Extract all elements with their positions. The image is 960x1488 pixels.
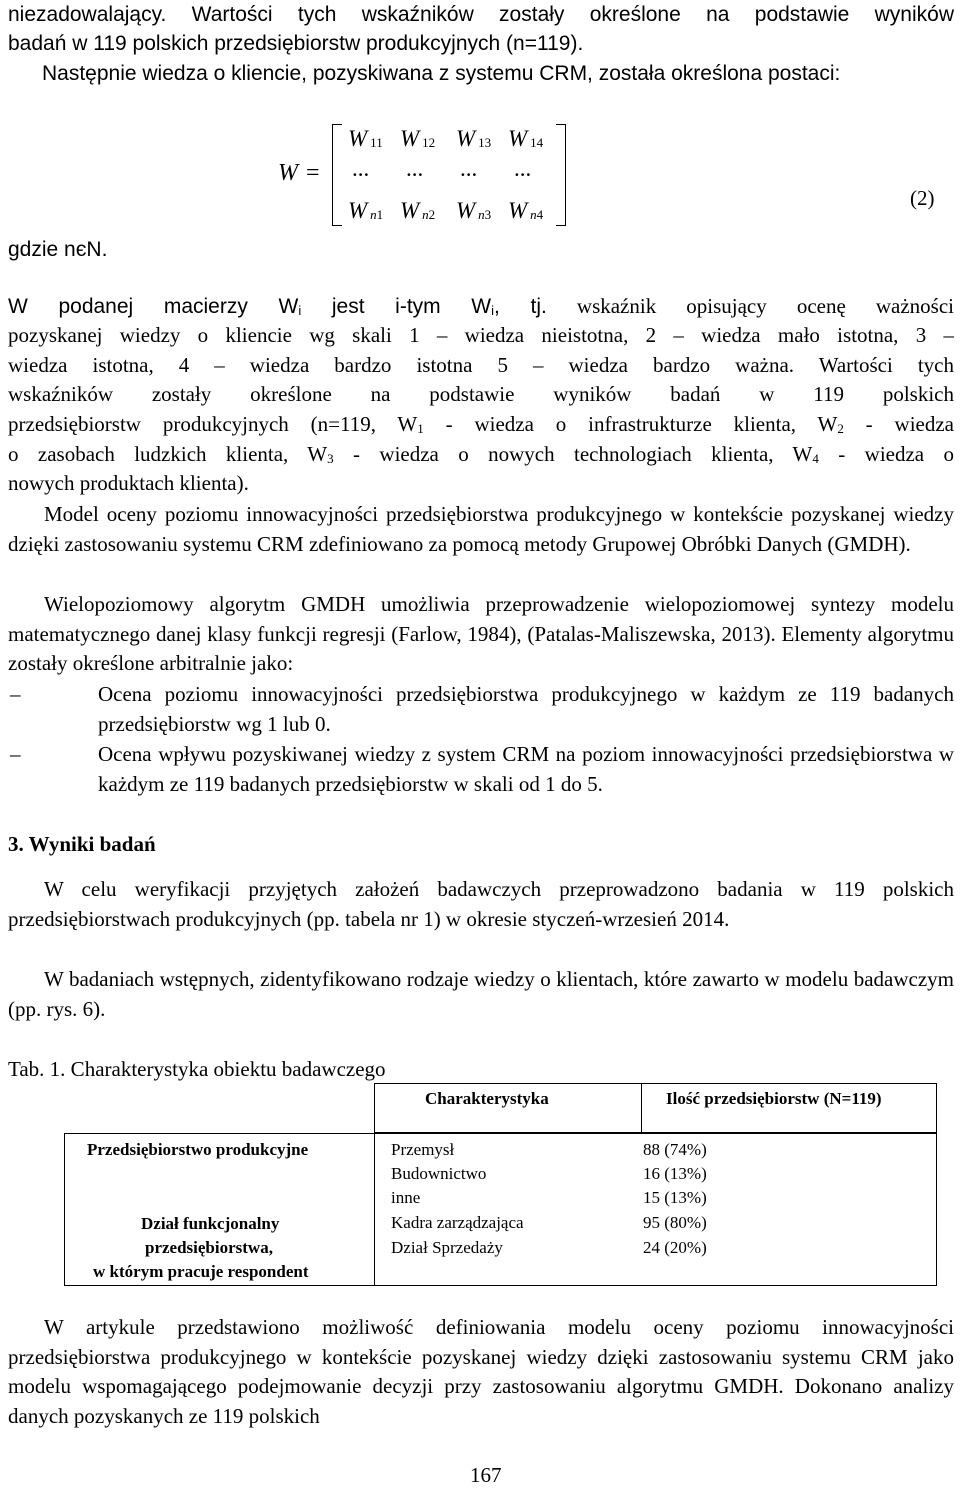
formula-where: gdzie nєN.	[8, 238, 108, 261]
left-bracket	[332, 124, 342, 226]
matrix-cell: W 12	[400, 126, 436, 151]
paragraph-final: W artykule przedstawiono możliwość definiowania modelu oceny poziomu innowacyjności przedsiębiorstwa produkcyjnego w kontekście pozyskanej wiedzy dzięki zastosowaniu systemu CRM jako modelu wspomagającego podejmowanie decyzji przy zastosowaniu algorytmu GMDH. Dokonano analizy danych pozyskanych ze 119 polskich	[8, 1315, 954, 1428]
matrix-cell: ...	[406, 156, 424, 181]
bullet-dash: –	[10, 742, 21, 766]
matrix-cell: ...	[352, 156, 370, 181]
matrix-cell: Wn2	[400, 198, 436, 223]
desc-line: pozyskanej wiedzy o kliencie wg skali 1 – wiedza nieistotna, 2 – wiedza mało istotna, 3 –	[8, 323, 954, 347]
formula-lhs: W	[278, 160, 298, 186]
matrix-cell: Wn1	[348, 198, 384, 223]
table-header-count: Ilość przedsiębiorstw (N=119)	[641, 1083, 937, 1133]
bullet-dash: –	[10, 682, 21, 706]
data-table	[64, 1082, 948, 1286]
table-row-value: 15 (13%)	[643, 1188, 707, 1207]
group-production: Przedsiębiorstwo produkcyjne	[87, 1140, 309, 1159]
paragraph-model: Model oceny poziomu innowacyjności przedsiębiorstwa produkcyjnego w kontekście pozyskanej wiedzy dzięki zastosowaniu systemu CRM zdefiniowano za pomocą metody Grupowej Obróbki Danych (GMDH).	[8, 502, 954, 556]
group-department: przedsiębiorstwa,	[145, 1238, 273, 1257]
table-row-value: 16 (13%)	[643, 1164, 707, 1183]
formula-equals: =	[306, 160, 320, 186]
bullet-item: – Ocena wpływu pozyskiwanej wiedzy z system CRM na poziom innowacyjności przedsiębiorstwa w każdym ze 119 badanych przedsiębiorstw w skali od 1 do 5.	[10, 742, 954, 796]
bullet-item: – Ocena poziomu innowacyjności przedsiębiorstwa produkcyjnego w każdym ze 119 badanych przedsiębiorstw wg 1 lub 0.	[10, 682, 954, 736]
desc-line: wiedza istotna, 4 – wiedza bardzo istotna 5 – wiedza bardzo ważna. Wartości tych	[8, 353, 954, 377]
desc-line: W podanej macierzy $W_i$ jest i-tym $W_i$, tj. wskaźnik opisujący ocenę ważności	[8, 294, 954, 318]
table-group-column	[64, 1133, 375, 1286]
matrix-formula	[270, 116, 570, 228]
intro-line: niezadowalający. Wartości tych wskaźników zostały określone na podstawie wyników	[8, 3, 954, 26]
table-row-label: Dział Sprzedaży	[391, 1238, 503, 1257]
matrix-cell: ...	[514, 156, 532, 181]
table-row-value: 95 (80%)	[643, 1213, 707, 1232]
matrix-cell: W 14	[508, 126, 544, 151]
section-heading: 3. Wyniki badań	[8, 832, 156, 856]
table-row-label: Przemysł	[391, 1140, 455, 1159]
table-row-value: 88 (74%)	[643, 1140, 707, 1159]
paragraph-gmdh: Wielopoziomowy algorytm GMDH umożliwia przeprowadzenie wielopoziomowej syntezy modelu matematycznego danej klasy funkcji regresji (Farlow, 1984), (Patalas-Maliszewska, 2013). Elementy algorytmu zostały określone arbitralnie jako:	[8, 592, 954, 676]
matrix-cell: Wn4	[508, 198, 544, 223]
table-row-label: Kadra zarządzająca	[391, 1213, 524, 1232]
equation-number: (2)	[910, 186, 935, 210]
table-header-characteristic: Charakterystyka	[374, 1083, 642, 1133]
intro-line: Następnie wiedza o kliencie, pozyskiwana z systemu CRM, została określona postaci:	[42, 62, 841, 85]
right-bracket	[556, 124, 566, 226]
table-body	[374, 1133, 937, 1286]
intro-line: badań w 119 polskich przedsiębiorstw produkcyjnych (n=119).	[8, 32, 584, 55]
paragraph-prelim: W badaniach wstępnych, zidentyfikowano rodzaje wiedzy o klientach, które zawarto w modelu badawczym (pp. rys. 6).	[8, 967, 954, 1021]
paragraph-results: W celu weryfikacji przyjętych założeń badawczych przeprowadzono badania w 119 polskich przedsiębiorstwach produkcyjnych (pp. tabela nr 1) w okresie styczeń-wrzesień 2014.	[8, 877, 954, 931]
desc-line: wskaźników zostały określone na podstawie wyników badań w 119 polskich	[8, 382, 954, 406]
matrix-cell: W 11	[348, 126, 383, 151]
desc-line: nowych produktach klienta).	[8, 471, 249, 495]
group-department: w którym pracuje respondent	[93, 1262, 309, 1281]
table-row-label: Budownictwo	[391, 1164, 487, 1183]
table-caption: Tab. 1. Charakterystyka obiektu badawczego	[8, 1057, 386, 1081]
matrix-cell: Wn3	[456, 198, 492, 223]
desc-line: o zasobach ludzkich klienta, $W_3$ - wiedza o nowych technologiach klienta, $W_4$ - wiedza o	[8, 442, 954, 466]
matrix-cell: W 13	[456, 126, 492, 151]
table-row-value: 24 (20%)	[643, 1238, 707, 1257]
matrix-cell: ...	[460, 156, 478, 181]
desc-line: przedsiębiorstw produkcyjnych (n=119, $W_1$ - wiedza o infrastrukturze klienta, $W_2$ - wiedza	[8, 412, 954, 436]
group-department: Dział funkcjonalny	[141, 1214, 280, 1233]
table-row-label: inne	[391, 1188, 421, 1207]
page-number: 167	[470, 1463, 502, 1487]
